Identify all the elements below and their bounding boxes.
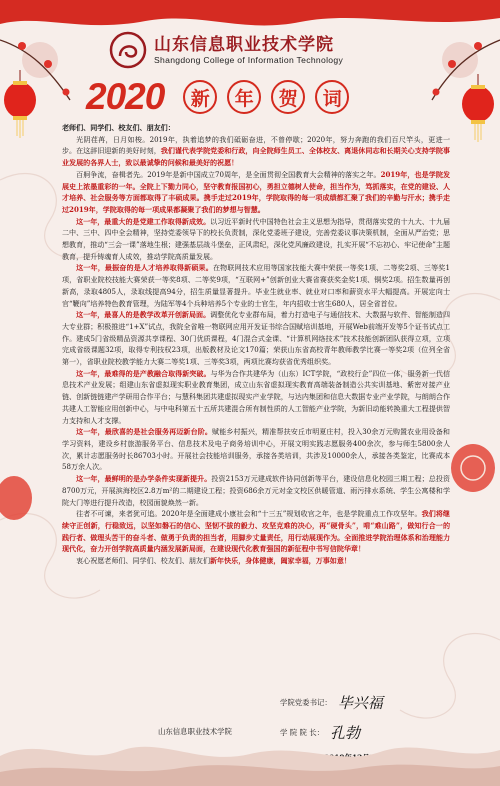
paragraph-3: 这一年，最重大的是党建工作取得新成效。以习近平新时代中国特色社会主义思想为指导，贯彻落实党的十九大、十九届二中、三中、四中全会精神，坚持党委领导下的校长负责制，深化党委班子建设，完善党委议事决策机制，全面从严治党；思想教育，推动“三会一课”落地生根；建强基层战斗堡垒，正风肃纪，深化党风廉政建设，扎实开展“不忘初心、牢记使命”主题教育，提升铸魂育人成效，推动学院高质量发展。 xyxy=(62,216,450,261)
school-logo xyxy=(108,28,398,72)
lantern-right-icon xyxy=(458,74,498,144)
school-emblem-icon xyxy=(108,30,148,70)
greeting-char-3: 贺 xyxy=(271,80,305,114)
paragraph-8: 这一年，最鲜明的是办学条件实现新提升。投资2153万元建成软件协同创新等平台，建设信息化校园三期工程；总投资8700万元，开展滨海校区2.8万m²的二期建设工程；投资686余万元对金文校区供暖管道、雨污排水系统、学生公寓楼和学院大门等进行提升改造，校园面貌焕然一新。 xyxy=(62,474,450,507)
president-title: 学 院 院 长： xyxy=(280,728,325,737)
secretary-title: 学院党委书记： xyxy=(280,698,332,707)
greeting-char-2: 年 xyxy=(227,80,261,114)
greeting-char-4: 词 xyxy=(315,80,349,114)
paragraph-7: 这一年，最欣喜的是社会服务再迈新台阶。赋能乡村振兴，精准帮扶安丘市明夏庄村，投入30余万元购置农业用设备和学习资料，建设乡村旅游服务平台、信息技术及电子商务培训中心，开展文明实践志愿服务400余次，参与师生5800余人次，累计志愿服务时长86703小时。开展社会技能培训服务，承接各类培训，共涉及10000余人，承接各类鉴定，比赛成本58万余人次。 xyxy=(62,427,450,472)
paragraph-4: 这一年，最振奋的是人才培养取得新硕果。在物联网技术应用等国家技能大赛中荣获一等奖1项、二等奖2项、三等奖1项，省职业院校技能大赛荣获一等奖8项、二等奖9项，“互联网+”创新创业大赛省赛获奖金奖1项、铜奖2项。招生数量再创新高，录取4805人，录取线提高94分，招生质量显著提升。毕业生就业率、就业对口率和薪资水平大幅提高。开展定向士官“鞭向”培养特色教育管理，为陆军等4个兵种培养5个专业的士官生，年内招收士官生680人，居全省首位。 xyxy=(62,263,450,308)
lantern-left-icon xyxy=(0,70,40,140)
paragraph-10: 衷心祝愿老师们、同学们、校友们、朋友们新年快乐，身体健康，阖家幸福，万事如意！ xyxy=(76,556,351,566)
school-signature-name: 山东信息职业技术学院 xyxy=(158,727,232,736)
fu-lantern-right-icon xyxy=(448,440,498,500)
letter-body xyxy=(62,122,450,677)
paragraph-1: 光阴荏苒，日月如梭。2019年，执着追梦的我们砥砺奋进，不曾停歇；2020年，努力奔跑的我们百尺竿头，更进一步。在这辞旧迎新的美好时刻，我们谨代表学院党委和行政，向全院师生员工、全体校友、离退休同志和长期关心支持学院事业发展的各界人士，致以最诚挚的问候和最美好的祝愿！ xyxy=(62,134,450,168)
greeting-char-1: 新 xyxy=(183,80,217,114)
school-name-cn: 山东信息职业技术学院 xyxy=(154,34,334,55)
president-signature: 孔勃 xyxy=(330,724,361,742)
bottom-cloud-decoration xyxy=(0,726,500,786)
school-name-en: Shangdong College of Information Technology xyxy=(154,54,344,65)
greeting-title xyxy=(86,76,416,118)
secretary-signature: 毕兴福 xyxy=(337,694,383,712)
salutation: 老师们、同学们、校友们、朋友们： xyxy=(62,123,175,132)
paragraph-5: 这一年，最喜人的是教学改革开创新局面。调整优化专业群布局，着力打造电子与通信技术、大数据与软件、智能制造四大专业群；积极推进“1+X”试点，我院全省唯一物联网应用开发证书综合国赋培训基地，开展Web前端开发等5个证书试点工作。建成5门省级精品资源共享课程、30门优质课程，4门混合式金课、“计算机网络技术”技术技能创新团队获得立项，立项完成省级课题32项，取得专利技权23项，出版教材及论文170篇；荣获山东省高校青年教师教学比赛一等奖2项（位列全省第一），省职业院校教学能力大赛二等奖1项、三等奖3项，两项比赛均获省优秀组织奖。 xyxy=(62,310,450,367)
paragraph-6: 这一年，最难得的是产教融合取得新突破。与华为合作共建华为（山东）ICT学院，“政校行企”四位一体，服务新一代信息技术产业发展；组建山东省虚拟现实职业教育集团，成立山东省虚拟现实教育高端装备制造公共实训基地、紫密对接产业链、创新链链建产学研用合作平台；与慧科集团共建虚拟现实产业学院，与达内集团和信息大数据专业产业学院，与朗朗合作共建人工智能应用创新中心，与中电科第五十五所共建混合所有制性质的人工智能产业学院，为新旧动能转换重大工程提供智力支持和人才支撑。 xyxy=(62,368,450,425)
fu-lantern-left-icon xyxy=(0,470,40,530)
paragraph-9: 往者不可谏，来者犹可追。2020年是全面建成小康社会和“十三五”规划收官之年，也是学院重点工作攻坚年。我们将继续守正创新，行稳致远，以坚如磐石的信心、坚韧不拔的毅力、攻坚克难的决心，再“硬骨头”，啃“难山路”，做知行合一的践行者、做理头苦干的奋斗者、做勇于负责的担当者，用脚步丈量责任，用行动展现作为。全面推进学院治理体系和治理能力现代化，奋力开创学院高质量内涵发展新局面，在建设现代化教育强国的新征程中书写信院华章！ xyxy=(62,509,450,554)
year-title: 2020 xyxy=(86,76,165,117)
paragraph-2: 百舸争流，奋楫者先。2019年是新中国成立70周年，是全面贯彻全国教育大会精神的落实之年。2019年，也是学院发展史上浓墨重彩的一年。全院上下勠力同心，坚守教育报国初心，勇担立德树人使命，担当作为，笃抓落实，在党的建设、人才培养、社会服务等方面都取得了丰硕成果。携手走过2019年，学院取得的每一项成绩都汇聚了我们的辛勤与汗水；携手走过2019年，学院取得的每一项成果都凝聚了我们的梦想与智慧。 xyxy=(62,169,450,214)
